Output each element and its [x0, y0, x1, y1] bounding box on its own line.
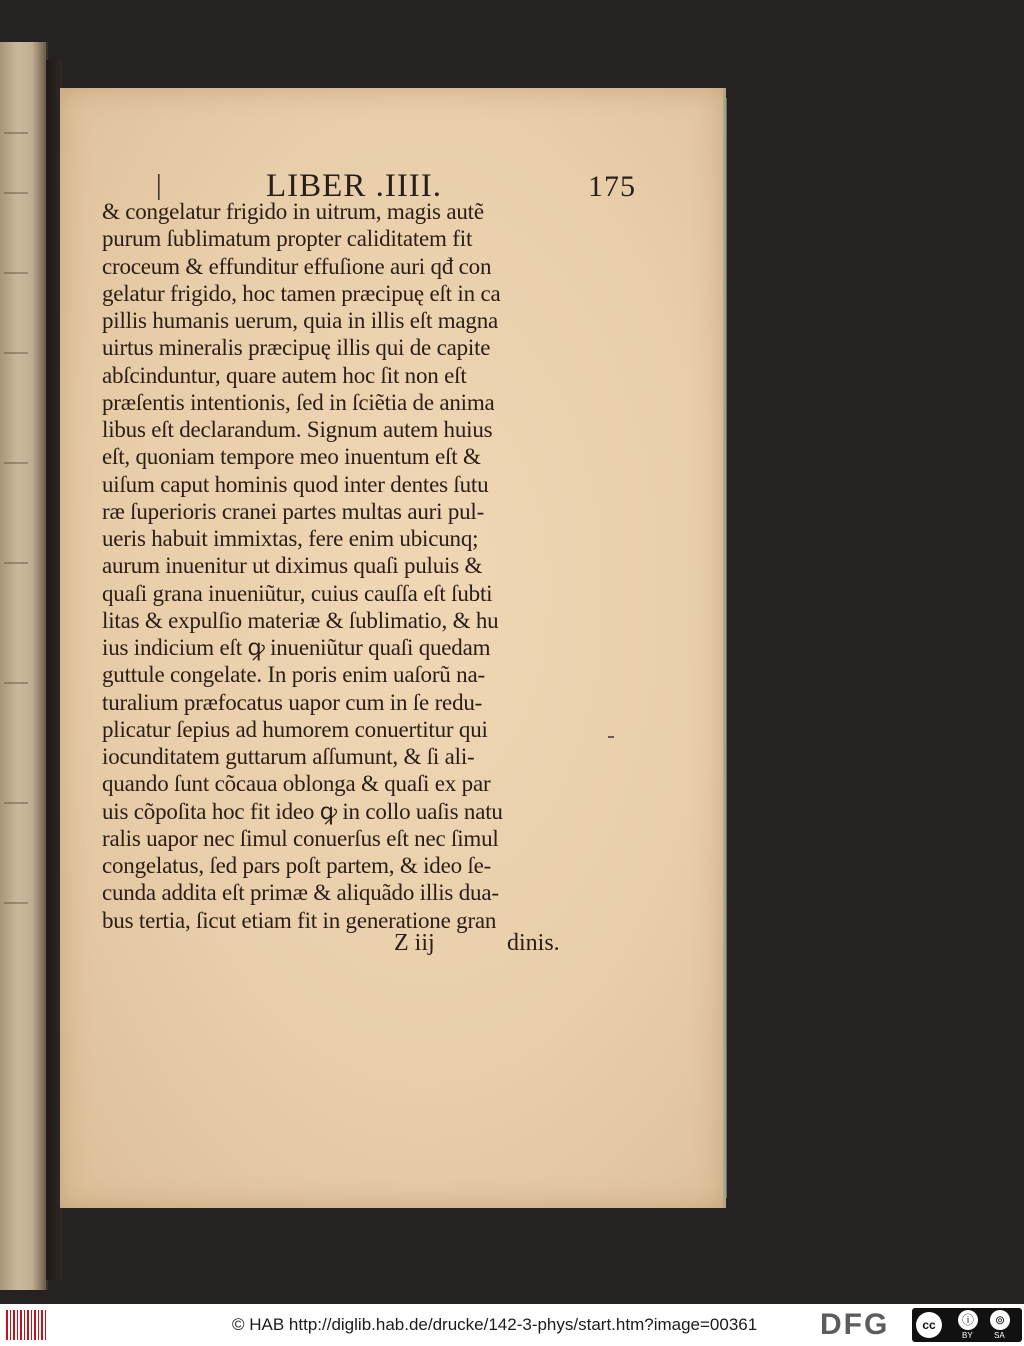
- text-line: uiſum caput hominis quod inter dentes ſutu: [102, 471, 489, 497]
- bleed-mark: [4, 352, 28, 354]
- by-icon: ⓘ: [958, 1310, 978, 1330]
- text-line: croceum & effunditur effuſione auri qđ con: [102, 253, 492, 279]
- bleed-mark: [4, 682, 28, 684]
- text-line: ralis uapor nec ſimul conuerſus eſt nec ſimul: [102, 825, 499, 851]
- citation-link[interactable]: © HAB http://diglib.hab.de/drucke/142-3-phys/start.htm?image=00361: [232, 1315, 758, 1334]
- footer-bar: [0, 1304, 1024, 1346]
- bleed-mark: [4, 562, 28, 564]
- text-line: libus eſt declarandum. Signum autem huius: [102, 417, 493, 442]
- book-page: [60, 88, 726, 1208]
- running-head-title: LIBER .IIII.: [266, 168, 443, 204]
- signature-mark: Z iij: [394, 930, 435, 956]
- dfg-logo: DFG: [820, 1308, 890, 1341]
- text-block: [102, 198, 602, 934]
- text-line: aurum inuenitur ut diximus quaſi puluis &: [102, 553, 483, 579]
- barcode-icon: [6, 1310, 48, 1340]
- text-line: ius indicium eſt ꝙ inueniũtur quaſi quedam: [102, 635, 491, 660]
- by-label: BY: [962, 1331, 973, 1340]
- sa-icon: ⊚: [990, 1310, 1010, 1330]
- catchline: [102, 930, 592, 960]
- text-line: congelatus, ſed pars poſt partem, & ideo ſe-: [102, 853, 492, 878]
- text-line: abſcinduntur, quare autem hoc ſit non eſt: [102, 362, 467, 388]
- text-line: præſentis intentionis, ſed in ſciẽtia de anima: [102, 389, 495, 415]
- text-line: uirtus mineralis præcipuę illis qui de capite: [102, 335, 491, 361]
- bleed-mark: [4, 272, 28, 274]
- sa-label: SA: [994, 1331, 1005, 1340]
- text-line: bus tertia, ſicut etiam fit in generatione gran: [102, 907, 497, 933]
- margin-mark: [608, 736, 614, 738]
- text-line: ueris habuit immixtas, fere enim ubicunq;: [102, 526, 479, 551]
- text-line: & congelatur frigido in uitrum, magis autẽ: [102, 199, 484, 224]
- adjacent-page-edge: [0, 42, 48, 1290]
- folio-number: 175: [588, 170, 636, 203]
- bleed-mark: [4, 192, 28, 194]
- text-line: pillis humanis uerum, quia in illis eſt magna: [102, 308, 499, 333]
- text-line: litas & expulſio materiæ & ſublimatio, & hu: [102, 607, 499, 633]
- cc-icon: cc: [916, 1312, 942, 1338]
- bleed-mark: [4, 902, 28, 904]
- text-line: eſt, quoniam tempore meo inuentum eſt &: [102, 444, 481, 470]
- bleed-mark: [4, 462, 28, 464]
- text-line: quaſi grana inueniũtur, cuius cauſſa eſt ſubti: [102, 580, 493, 606]
- text-line: uis cõpoſita hoc fit ideo ꝙ in collo uaſis natu: [102, 798, 503, 824]
- text-line: quando ſunt cõcaua oblonga & quaſi ex par: [102, 771, 491, 797]
- bleed-mark: [4, 802, 28, 804]
- cc-license-badge[interactable]: [912, 1308, 1022, 1342]
- text-line: cunda addita eſt primæ & aliquãdo illis dua-: [102, 880, 499, 906]
- text-line: turalium præfocatus uapor cum in ſe redu-: [102, 689, 483, 715]
- text-line: iocunditatem guttarum aſſumunt, & ſi ali-: [102, 744, 475, 769]
- bleed-mark: [4, 132, 28, 134]
- catchword: dinis.: [507, 930, 560, 956]
- text-line: gelatur frigido, hoc tamen præcipuę eſt in ca: [102, 280, 501, 306]
- running-head-mark: |: [156, 170, 163, 201]
- text-line: ræ ſuperioris cranei partes multas auri pul-: [102, 498, 485, 524]
- text-line: guttule congelate. In poris enim uaſorũ na-: [102, 662, 485, 688]
- text-line: purum ſublimatum propter caliditatem fit: [102, 226, 473, 252]
- text-line: plicatur ſepius ad humorem conuertitur qui: [102, 716, 488, 742]
